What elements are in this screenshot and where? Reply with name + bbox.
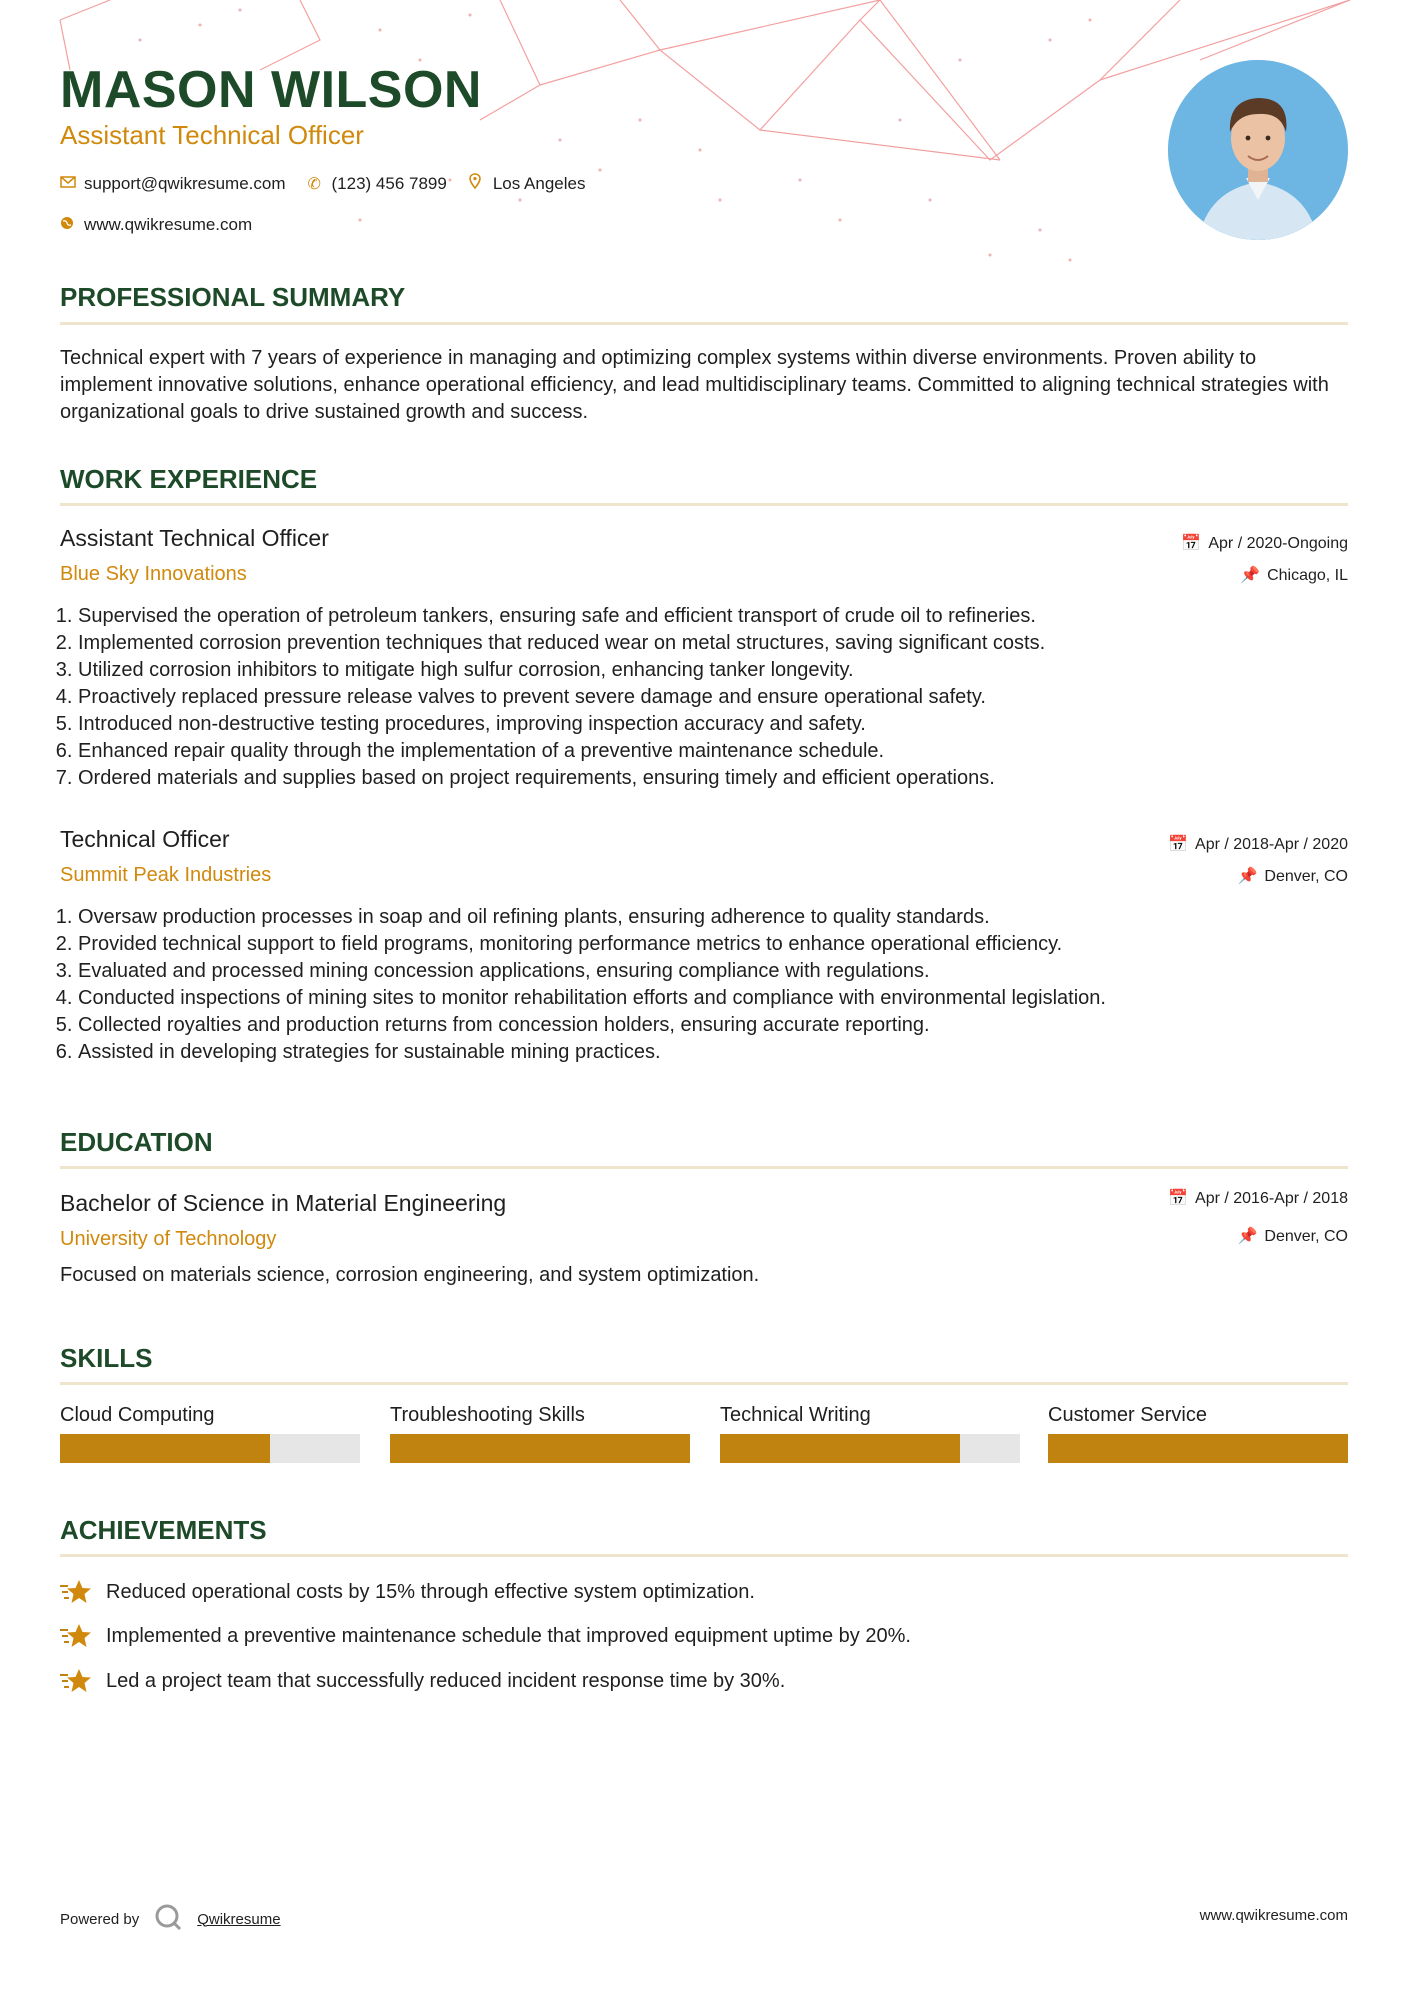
achievement-item <box>60 1622 911 1650</box>
job-dates <box>1181 533 1348 553</box>
job-location <box>1237 866 1348 886</box>
list-item: 4. Conducted inspections of mining sites to monitor rehabilitation efforts and compliance with environmental legislation. <box>78 985 1106 1012</box>
list-item: 3. Evaluated and processed mining concession applications, ensuring compliance with regulations. <box>78 958 1106 985</box>
section-divider <box>60 1382 1348 1385</box>
list-item: 1. Supervised the operation of petroleum tankers, ensuring safe and efficient transport of crude oil to refineries. <box>78 603 1045 630</box>
skill-bar-fill <box>720 1434 960 1463</box>
skill-bar-track <box>1048 1434 1348 1463</box>
skill-bar-track <box>390 1434 690 1463</box>
qwikresume-brand-link[interactable]: Qwikresume <box>197 1910 281 1928</box>
skill-bar-track <box>720 1434 1020 1463</box>
education-location <box>1237 1226 1348 1246</box>
section-divider <box>60 322 1348 325</box>
achievement-item <box>60 1667 785 1695</box>
candidate-title: Assistant Technical Officer <box>60 120 364 150</box>
list-item: 7. Ordered materials and supplies based on project requirements, ensuring timely and efficient operations. <box>78 765 1045 792</box>
job-title: Assistant Technical Officer <box>60 525 329 551</box>
list-item: 5. Introduced non-destructive testing procedures, improving inspection accuracy and safety. <box>78 711 1045 738</box>
contact-row <box>60 173 607 194</box>
calendar-icon: 📅 <box>1168 1190 1189 1207</box>
job-bullet-list <box>60 603 1045 792</box>
pushpin-icon: 📌 <box>1240 567 1261 584</box>
school-name: University of Technology <box>60 1228 277 1250</box>
footer-site-link[interactable]: www.qwikresume.com <box>1199 1907 1348 1924</box>
achievement-text: Reduced operational costs by 15% through effective system optimization. <box>106 1580 755 1603</box>
list-item: 5. Collected royalties and production returns from concession holders, ensuring accurate reporting. <box>78 1012 1106 1039</box>
job-bullet-list <box>60 904 1106 1066</box>
education-location-text: Denver, CO <box>1264 1228 1348 1245</box>
job-title: Technical Officer <box>60 826 230 852</box>
education-dates-text: Apr / 2016-Apr / 2018 <box>1195 1190 1348 1207</box>
job-location <box>1240 565 1348 585</box>
section-divider <box>60 1166 1348 1169</box>
envelope-icon <box>60 175 84 193</box>
achievement-text: Implemented a preventive maintenance schedule that improved equipment uptime by 20%. <box>106 1624 911 1647</box>
list-item: 2. Implemented corrosion prevention techniques that reduced wear on metal structures, saving significant costs. <box>78 630 1045 657</box>
skill-bar-track <box>60 1434 360 1463</box>
skill-bar-fill <box>390 1434 690 1463</box>
map-pin-icon <box>469 173 493 194</box>
skill-label: Troubleshooting Skills <box>390 1404 585 1426</box>
education-heading: EDUCATION <box>60 1127 213 1157</box>
job-location-text: Chicago, IL <box>1267 567 1348 584</box>
website-link[interactable]: www.qwikresume.com <box>84 215 253 234</box>
section-divider <box>60 1554 1348 1557</box>
skill-item <box>720 1404 1020 1427</box>
skill-item <box>1048 1404 1348 1427</box>
star-icon <box>60 1622 92 1650</box>
skill-label: Technical Writing <box>720 1404 871 1426</box>
section-divider <box>60 503 1348 506</box>
footer-powered-by <box>60 1902 281 1936</box>
star-icon <box>60 1578 92 1606</box>
skill-item <box>390 1404 690 1427</box>
list-item: 4. Proactively replaced pressure release valves to prevent severe damage and ensure operational safety. <box>78 684 1045 711</box>
list-item: 6. Assisted in developing strategies for sustainable mining practices. <box>78 1039 1106 1066</box>
profile-photo <box>1168 60 1348 240</box>
qwikresume-logo-icon <box>153 1902 183 1936</box>
list-item: 1. Oversaw production processes in soap and oil refining plants, ensuring adherence to quality standards. <box>78 904 1106 931</box>
education-description: Focused on materials science, corrosion engineering, and system optimization. <box>60 1264 760 1286</box>
skill-item <box>60 1404 360 1427</box>
achievement-text: Led a project team that successfully reduced incident response time by 30%. <box>106 1669 786 1692</box>
calendar-icon: 📅 <box>1181 535 1202 552</box>
skill-label: Cloud Computing <box>60 1404 215 1426</box>
pushpin-icon: 📌 <box>1237 868 1258 885</box>
list-item: 2. Provided technical support to field programs, monitoring performance metrics to enhance operational efficiency. <box>78 931 1106 958</box>
skill-label: Customer Service <box>1048 1404 1207 1426</box>
summary-heading: PROFESSIONAL SUMMARY <box>60 282 406 312</box>
skill-bar-fill <box>60 1434 270 1463</box>
person-avatar-icon <box>1168 60 1348 240</box>
job-company: Summit Peak Industries <box>60 864 272 886</box>
location-text: Los Angeles <box>492 173 586 193</box>
job-dates-text: Apr / 2020-Ongoing <box>1208 535 1348 552</box>
calendar-icon: 📅 <box>1168 836 1189 853</box>
phone-number: (123) 456 7899 <box>331 173 447 193</box>
list-item: 3. Utilized corrosion inhibitors to mitigate high sulfur corrosion, enhancing tanker longevity. <box>78 657 1045 684</box>
education-dates <box>1168 1188 1348 1208</box>
degree-title: Bachelor of Science in Material Engineering <box>60 1190 507 1216</box>
globe-icon <box>60 216 84 235</box>
job-location-text: Denver, CO <box>1264 868 1348 885</box>
job-company: Blue Sky Innovations <box>60 563 247 585</box>
pushpin-icon: 📌 <box>1237 1228 1258 1245</box>
skill-bar-fill <box>1048 1434 1348 1463</box>
star-icon <box>60 1667 92 1695</box>
achievements-heading: ACHIEVEMENTS <box>60 1515 267 1545</box>
job-dates <box>1168 834 1348 854</box>
list-item: 6. Enhanced repair quality through the implementation of a preventive maintenance schedule. <box>78 738 1045 765</box>
job-dates-text: Apr / 2018-Apr / 2020 <box>1195 836 1348 853</box>
email-link[interactable]: support@qwikresume.com <box>84 173 286 193</box>
phone-icon: ✆ <box>307 175 321 193</box>
candidate-name: MASON WILSON <box>60 61 482 119</box>
work-experience-heading: WORK EXPERIENCE <box>60 464 318 494</box>
powered-by-label: Powered by <box>60 1910 140 1928</box>
skills-heading: SKILLS <box>60 1343 153 1373</box>
website-row <box>60 215 274 235</box>
achievement-item <box>60 1578 755 1606</box>
summary-text: Technical expert with 7 years of experience in managing and optimizing complex systems within diverse environments. Proven ability to implement innovative solutions, enhance operational efficiency, and lead multidisciplinary teams. Committed to aligning technical strategies with organizational goals to drive sustained growth and success. <box>60 347 1329 423</box>
